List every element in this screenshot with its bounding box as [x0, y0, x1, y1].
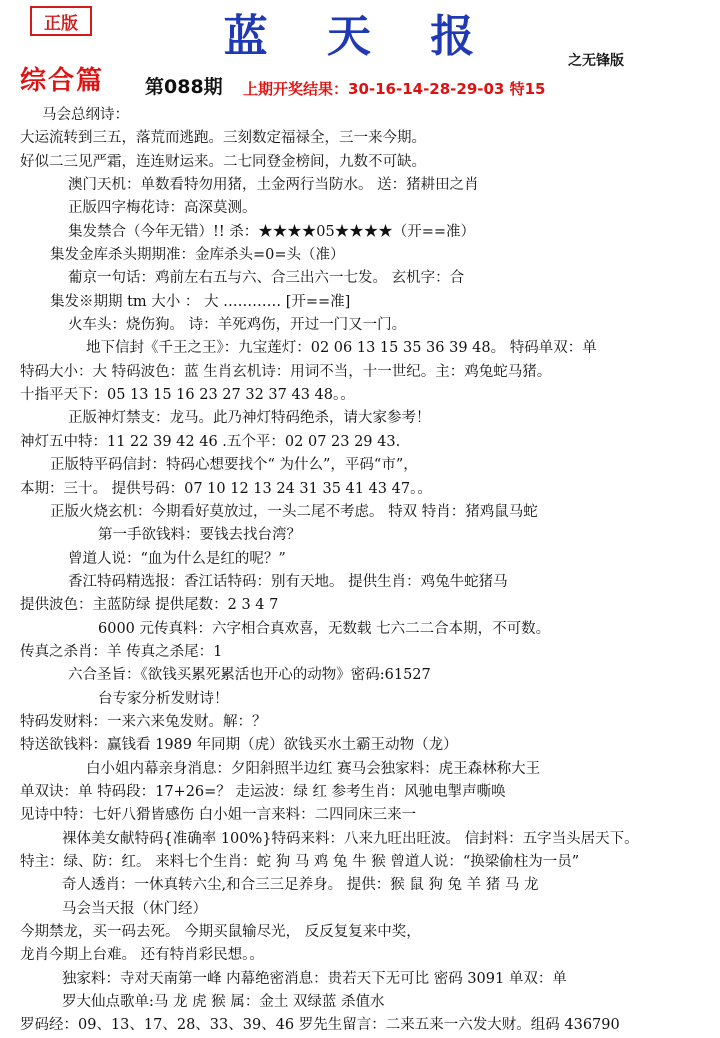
text-line: 十指平天下：05 13 15 16 23 27 32 37 43 48。。 — [20, 387, 355, 404]
text-line: 提供波色：主蓝防绿 提供尾数：2 3 4 7 — [20, 597, 279, 614]
text-line: 好似二三见严霜，连连财运来。二七同登金榜间，九数不可缺。 — [20, 153, 426, 170]
text-line: 火车头：烧伤狗。 诗：羊死鸡伤，开过一门又一门。 — [68, 317, 407, 334]
text-line: 今期禁龙，买一码去死。 今期买鼠输尽光， 反反复复来中奖， — [20, 924, 421, 941]
text-line: 独家料：寺对天南第一峰 内幕绝密消息：贵若天下无可比 密码 3091 单双：单 — [62, 970, 567, 987]
issue-number: 第088期 — [145, 76, 223, 98]
text-line: 台专家分析发财诗！ — [98, 690, 229, 707]
text-line: 本期：三十。 提供号码：07 10 12 13 24 31 35 41 43 47。。 — [20, 480, 432, 497]
text-line: 大运流转到三五，落荒而逃跑。三刻数定福禄全，三一来今期。 — [20, 130, 426, 147]
text-line: 曾道人说：“血为什么是红的呢？” — [68, 550, 286, 567]
text-line: 地下信封《千王之王》：九宝莲灯：02 06 13 15 35 36 39 48。 特码单双：单 — [86, 340, 597, 357]
text-line: 第一手欲钱料：要钱去找台湾？ — [98, 527, 301, 544]
text-line: 正版火烧玄机：今期看好莫放过，一头二尾不考虑。 特双 特肖：猪鸡鼠马蛇 — [50, 503, 538, 520]
text-line: 马会当天报（休门经） — [62, 900, 207, 917]
text-line: 传真之杀肖：羊 传真之杀尾：1 — [20, 643, 223, 660]
article-body — [20, 104, 710, 1038]
text-line: 香江特码精选报：香江话特码：别有天地。 提供生肖：鸡兔牛蛇猪马 — [68, 573, 508, 590]
text-line: 特主：绿、防：红。 来料七个生肖：蛇 狗 马 鸡 兔 牛 猴 曾道人说：“换梁偷柱为一员” — [20, 854, 580, 870]
text-line: 特送欲钱料：赢钱看 1989 年同期（虎）欲钱买水土霸王动物（龙） — [20, 737, 458, 754]
text-line: 单双诀：单 特码段：17+26=？ 走运波：绿 红 参考生肖：风驰电掣声嘶唤 — [20, 783, 506, 800]
text-line: 6000 元传真料：六字相合真欢喜，无数载 七六二二合本期，不可数。 — [98, 620, 551, 637]
text-line: 集发禁合（今年无错）!! 杀：★★★★05★★★★（开==准） — [68, 223, 476, 240]
text-line: 葡京一句话：鸡前左右五与六、合三出六一七发。 玄机字：合 — [68, 270, 465, 287]
text-line: 集发※期期 tm 大小 ： 大 ………… [开==准] — [50, 293, 351, 310]
text-line: 龙肖今期上台难。 还有特肖彩民想。。 — [20, 947, 264, 964]
newspaper-title: 蓝 天 报 — [223, 11, 497, 62]
text-line: 罗码经：09、13、17、28、33、39、46 罗先生留言：二来五来一六发大财。组码 436790 — [20, 1017, 620, 1034]
text-line: 奇人透肖：一休真转六尘,和合三三足养身。 提供：猴 鼠 狗 兔 羊 猪 马 龙 — [62, 877, 539, 894]
text-line: 集发金库杀头期期准：金库杀头=0=头（准） — [50, 247, 345, 264]
text-line: 罗大仙点歌单:马 龙 虎 猴 属：金土 双绿蓝 杀值水 — [62, 994, 385, 1011]
text-line: 特码发财料：一来六来兔发财。解：？ — [20, 713, 267, 730]
text-line: 马会总纲诗： — [42, 107, 129, 123]
text-line: 特码大小：大 特码波色：蓝 生肖玄机诗：用词不当，十一世纪。主：鸡兔蛇马猪。 — [20, 363, 552, 380]
text-line: 裸体美女献特码{准确率 100%}特码来料：八来九旺出旺波。 信封料：五字当头居天下。 — [62, 830, 639, 847]
text-line: 澳门天机：单数看特勿用猪，土金两行当防水。 送：猪耕田之肖 — [68, 177, 479, 194]
authentic-badge: 正版 — [30, 6, 92, 36]
text-line: 正版特平码信封：特码心想要找个“ 为什么”，平码“市”， — [50, 457, 418, 474]
section-heading: 综合篇 — [20, 66, 105, 96]
last-draw-result: 上期开奖结果：30-16-14-28-29-03 特15 — [243, 80, 546, 98]
text-line: 六合圣旨：《欲钱买累死累活也开心的动物》密码:61527 — [68, 667, 431, 684]
edition-label: 之无锋版 — [568, 53, 624, 69]
text-line: 白小姐内幕亲身消息：夕阳斜照半边红 赛马会独家料：虎王森林称大王 — [86, 760, 541, 777]
text-line: 正版四字梅花诗：高深莫测。 — [68, 200, 257, 217]
text-line: 正版神灯禁支：龙马。此乃神灯特码绝杀，请大家参考！ — [68, 410, 431, 427]
text-line: 神灯五中特：11 22 39 42 46 .五个平：02 07 23 29 43. — [20, 433, 401, 450]
text-line: 见诗中特：七奸八猾皆感伤 白小姐一言来料：二四同床三来一 — [20, 807, 417, 824]
